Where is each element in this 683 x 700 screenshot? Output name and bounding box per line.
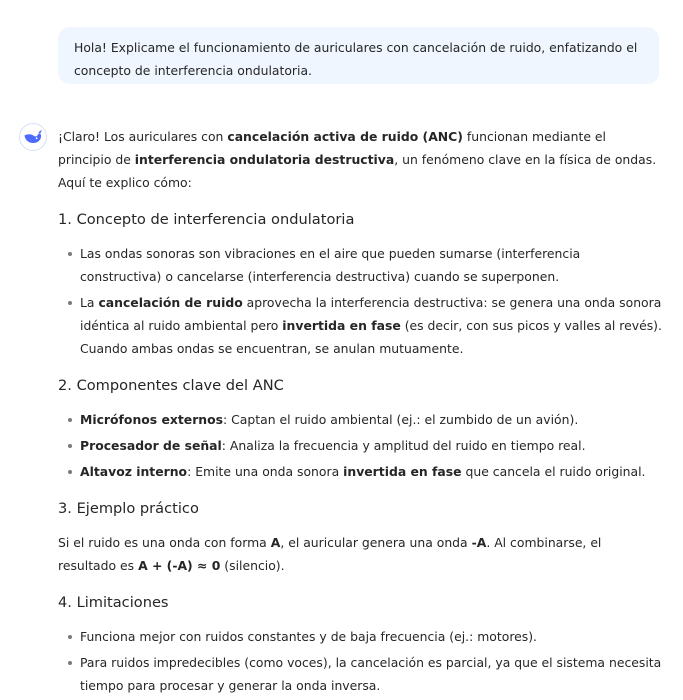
item-text: aprovecha la interferencia destructiva: se genera una onda sonora idéntica al ruido ambiental pero xyxy=(80,295,662,333)
section-3-heading: 3. Ejemplo práctico xyxy=(58,500,199,517)
para-bold: -A xyxy=(471,535,487,550)
section-4-heading: 4. Limitaciones xyxy=(58,594,169,611)
section-3-paragraph xyxy=(58,531,663,577)
item-bold: invertida en fase xyxy=(282,318,401,333)
item-bold: Altavoz interno xyxy=(80,464,188,479)
intro-paragraph xyxy=(58,125,663,194)
list-item: Para ruidos impredecibles (como voces), la cancelación es parcial, ya que el sistema necesita tiempo para procesar y generar la onda inversa. xyxy=(58,651,663,697)
list-item xyxy=(58,291,663,360)
user-message-bubble xyxy=(58,27,659,84)
assistant-response xyxy=(58,125,663,700)
list-item: Las ondas sonoras son vibraciones en el aire que pueden sumarse (interferencia constructiva) o cancelarse (interferencia destructiva) cuando se superponen. xyxy=(58,242,663,288)
assistant-avatar xyxy=(19,123,47,151)
item-text: que cancela el ruido original. xyxy=(461,464,646,479)
para-text: Si el ruido es una onda con forma xyxy=(58,535,271,550)
intro-bold-1: cancelación activa de ruido (ANC) xyxy=(227,129,463,144)
item-text: La xyxy=(80,295,99,310)
item-text: (es decir, con sus picos y valles al revés). Cuando ambas ondas se encuentran, se anulan mutuamente. xyxy=(80,318,662,356)
para-text: (silencio). xyxy=(220,558,285,573)
para-text: , el auricular genera una onda xyxy=(280,535,472,550)
item-text: : Captan el ruido ambiental (ej.: el zumbido de un avión). xyxy=(223,412,579,427)
section-2-heading: 2. Componentes clave del ANC xyxy=(58,377,284,394)
section-1-list xyxy=(58,242,663,360)
item-text: : Emite una onda sonora xyxy=(187,464,344,479)
intro-bold-2: interferencia ondulatoria destructiva xyxy=(134,152,395,167)
section-2-list xyxy=(58,408,663,483)
item-bold: Procesador de señal xyxy=(80,438,222,453)
list-item xyxy=(58,408,663,431)
para-bold: A + (-A) ≈ 0 xyxy=(138,558,221,573)
section-4-list xyxy=(58,625,663,697)
item-text: : Analiza la frecuencia y amplitud del ruido en tiempo real. xyxy=(221,438,586,453)
list-item: Funciona mejor con ruidos constantes y de baja frecuencia (ej.: motores). xyxy=(58,625,663,648)
item-bold: invertida en fase xyxy=(343,464,462,479)
intro-text-2: funcionan mediante el principio de xyxy=(58,129,606,167)
item-bold: cancelación de ruido xyxy=(98,295,243,310)
para-bold: A xyxy=(270,535,281,550)
whale-logo-icon xyxy=(23,129,43,145)
item-bold: Micrófonos externos xyxy=(80,412,224,427)
intro-text-1: ¡Claro! Los auriculares con xyxy=(58,129,228,144)
list-item xyxy=(58,434,663,457)
list-item xyxy=(58,460,663,483)
para-text: . Al combinarse, el resultado es xyxy=(58,535,602,573)
section-1-heading: 1. Concepto de interferencia ondulatoria xyxy=(58,211,355,228)
user-message-text: Hola! Explicame el funcionamiento de auriculares con cancelación de ruido, enfatizando el concepto de interferencia ondulatoria. xyxy=(74,40,638,78)
intro-text-3: , un fenómeno clave en la física de ondas. Aquí te explico cómo: xyxy=(58,152,657,190)
